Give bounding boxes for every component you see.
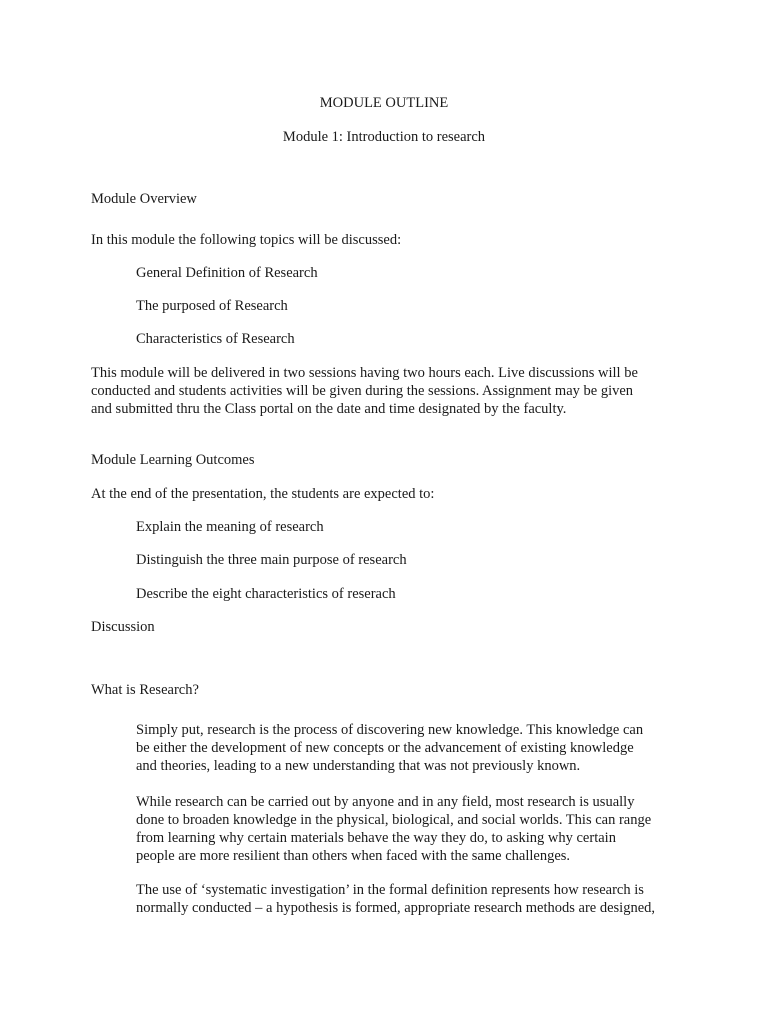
paragraph-line: While research can be carried out by anyone and in any field, most research is usually [136, 794, 635, 810]
topic-item: General Definition of Research [136, 265, 318, 281]
paragraph-line: The use of ‘systematic investigation’ in the formal definition represents how research is [136, 882, 644, 898]
module-overview-heading: Module Overview [91, 191, 197, 207]
outcome-item: Distinguish the three main purpose of research [136, 552, 407, 568]
research-paragraph-2 [136, 793, 678, 865]
learning-outcomes-heading: Module Learning Outcomes [91, 452, 255, 468]
paragraph-line: Simply put, research is the process of discovering new knowledge. This knowledge can [136, 722, 644, 738]
research-paragraph-1 [136, 721, 678, 775]
paragraph-line: be either the development of new concepts or the advancement of existing knowledge [136, 740, 634, 756]
what-is-research-heading: What is Research? [91, 682, 199, 698]
outcomes-intro: At the end of the presentation, the students are expected to: [91, 486, 435, 502]
document-subtitle: Module 1: Introduction to research [282, 129, 486, 145]
discussion-heading: Discussion [91, 619, 155, 635]
paragraph-line: This module will be delivered in two sessions having two hours each. Live discussions will be [91, 365, 638, 381]
topic-item: Characteristics of Research [136, 331, 295, 347]
paragraph-line: conducted and students activities will be given during the sessions. Assignment may be given [91, 383, 634, 399]
paragraph-line: and theories, leading to a new understanding that was not previously known. [136, 758, 581, 774]
topic-item: The purposed of Research [136, 298, 288, 314]
document-title: MODULE OUTLINE [319, 95, 449, 111]
overview-intro: In this module the following topics will be discussed: [91, 232, 402, 248]
outcome-item: Describe the eight characteristics of reserach [136, 586, 396, 602]
paragraph-line: and submitted thru the Class portal on the date and time designated by the faculty. [91, 401, 567, 417]
paragraph-line: people are more resilient than others when faced with the same challenges. [136, 848, 571, 864]
paragraph-line: normally conducted – a hypothesis is formed, appropriate research methods are designed, [136, 900, 656, 916]
delivery-paragraph [91, 364, 678, 418]
paragraph-line: done to broaden knowledge in the physical, biological, and social worlds. This can range [136, 812, 652, 828]
research-paragraph-3 [136, 881, 678, 917]
paragraph-line: from learning why certain materials behave the way they do, to asking why certain [136, 830, 616, 846]
outcome-item: Explain the meaning of research [136, 519, 324, 535]
